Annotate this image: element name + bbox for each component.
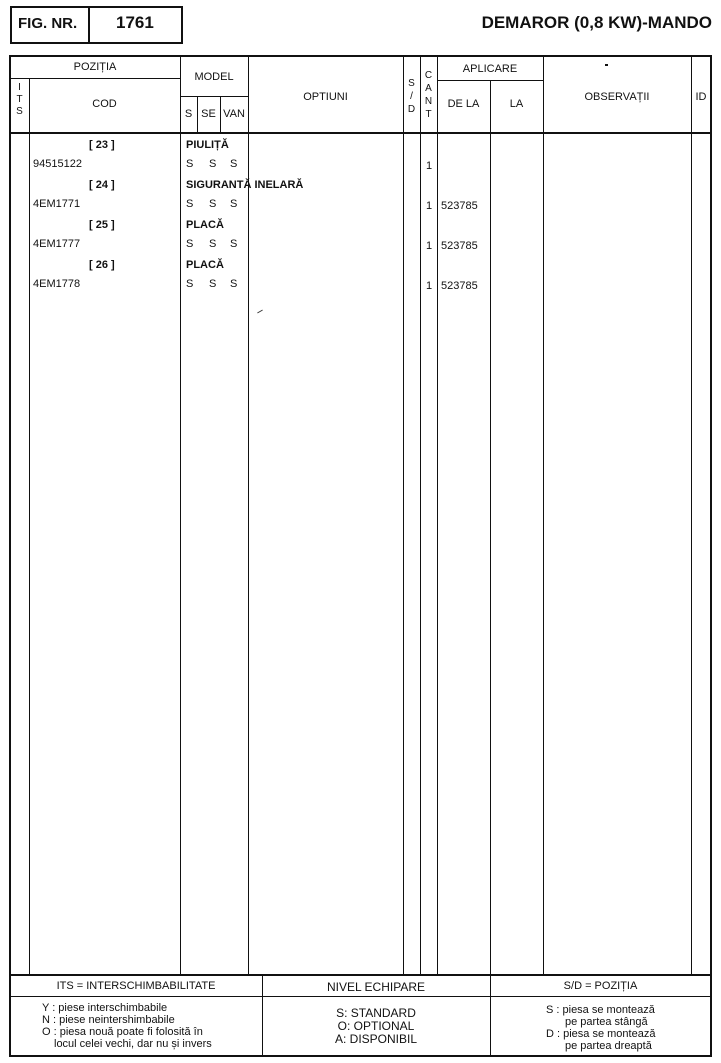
item-model-se: S (209, 198, 217, 210)
header-model-van: VAN (223, 108, 245, 120)
header-id: ID (695, 91, 707, 103)
item-model-van: S (230, 158, 238, 170)
item-model-se: S (209, 278, 217, 290)
header-la: LA (509, 98, 524, 110)
item-model-van: S (230, 198, 238, 210)
scan-mark (605, 64, 608, 66)
header-pozitia: POZIȚIA (73, 61, 117, 73)
fig-number: 1761 (116, 13, 154, 32)
item-model-se: S (209, 158, 217, 170)
item-name: PLACĂ (186, 219, 224, 231)
header-model-s: S (184, 108, 193, 120)
header-its: I T S (16, 82, 23, 117)
item-model-van: S (230, 278, 238, 290)
item-cant: 1 (426, 160, 433, 172)
item-name: SIGURANTĂ INELARĂ (186, 179, 304, 191)
item-code: 94515122 (33, 158, 82, 170)
item-code: 4EM1777 (33, 238, 81, 250)
header-aplicare: APLICARE (462, 63, 518, 75)
pozitia-underline (10, 78, 180, 79)
footer-top-line (10, 974, 711, 976)
item-model-s: S (186, 198, 194, 210)
footer-sd-title: S/D = POZIȚIA (563, 980, 638, 992)
header-model: MODEL (194, 71, 234, 83)
col-line-obs (691, 56, 692, 974)
header-cod: COD (92, 98, 117, 110)
item-position: [ 24 ] (89, 179, 115, 191)
footer-its-legend: Y : piese interschimbabile N : piese neintershimbabile O : piesa nouă poate fi folosită în locul celei vechi, dar nu și invers (42, 1002, 212, 1050)
col-line-sd (420, 56, 421, 974)
col-line-its (29, 78, 30, 974)
col-line-dela (490, 80, 491, 974)
parts-table (9, 55, 712, 1057)
fig-box-divider (88, 7, 90, 43)
item-model-s: S (186, 238, 194, 250)
item-position: [ 25 ] (89, 219, 115, 231)
page-title: DEMAROR (0,8 KW)-MANDO (481, 13, 712, 32)
model-underline (180, 96, 248, 97)
footer-nivel-legend: S: STANDARD O: OPTIONAL A: DISPONIBIL (334, 1006, 418, 1046)
item-model-s: S (186, 278, 194, 290)
fig-label: FIG. NR. (18, 15, 78, 32)
header-sd: S / D (407, 78, 416, 115)
header-observatii: OBSERVAȚII (584, 91, 650, 103)
header-de-la: DE LA (447, 98, 480, 110)
header-cant: C A N T (424, 70, 433, 120)
item-de-la: 523785 (441, 240, 478, 252)
item-name: PLACĂ (186, 259, 224, 271)
footer-its-title: ITS = INTERSCHIMBABILITATE (56, 980, 216, 992)
col-line-cant (437, 56, 438, 974)
header-model-se: SE (201, 108, 216, 120)
header-bottom-line (10, 132, 711, 134)
item-code: 4EM1778 (33, 278, 81, 290)
item-model-van: S (230, 238, 238, 250)
col-line-model (248, 56, 249, 974)
item-cant: 1 (426, 280, 433, 292)
col-line-optiuni (403, 56, 404, 974)
footer-nivel-title: NIVEL ECHIPARE (326, 980, 426, 994)
item-de-la: 523785 (441, 200, 478, 212)
header-optiuni: OPTIUNI (303, 91, 348, 103)
item-code: 4EM1771 (33, 198, 81, 210)
item-cant: 1 (426, 240, 433, 252)
footer-title-line (10, 996, 711, 997)
item-model-se: S (209, 238, 217, 250)
footer-sd-legend: S : piesa se montează pe partea stângă D : piesa se montează pe partea dreaptă (546, 1004, 656, 1052)
item-model-s: S (186, 158, 194, 170)
item-position: [ 26 ] (89, 259, 115, 271)
item-name: PIULIȚĂ (186, 139, 229, 151)
col-line-la (543, 56, 544, 974)
item-position: [ 23 ] (89, 139, 115, 151)
col-line-cod (180, 56, 181, 974)
item-de-la: 523785 (441, 280, 478, 292)
item-cant: 1 (426, 200, 433, 212)
